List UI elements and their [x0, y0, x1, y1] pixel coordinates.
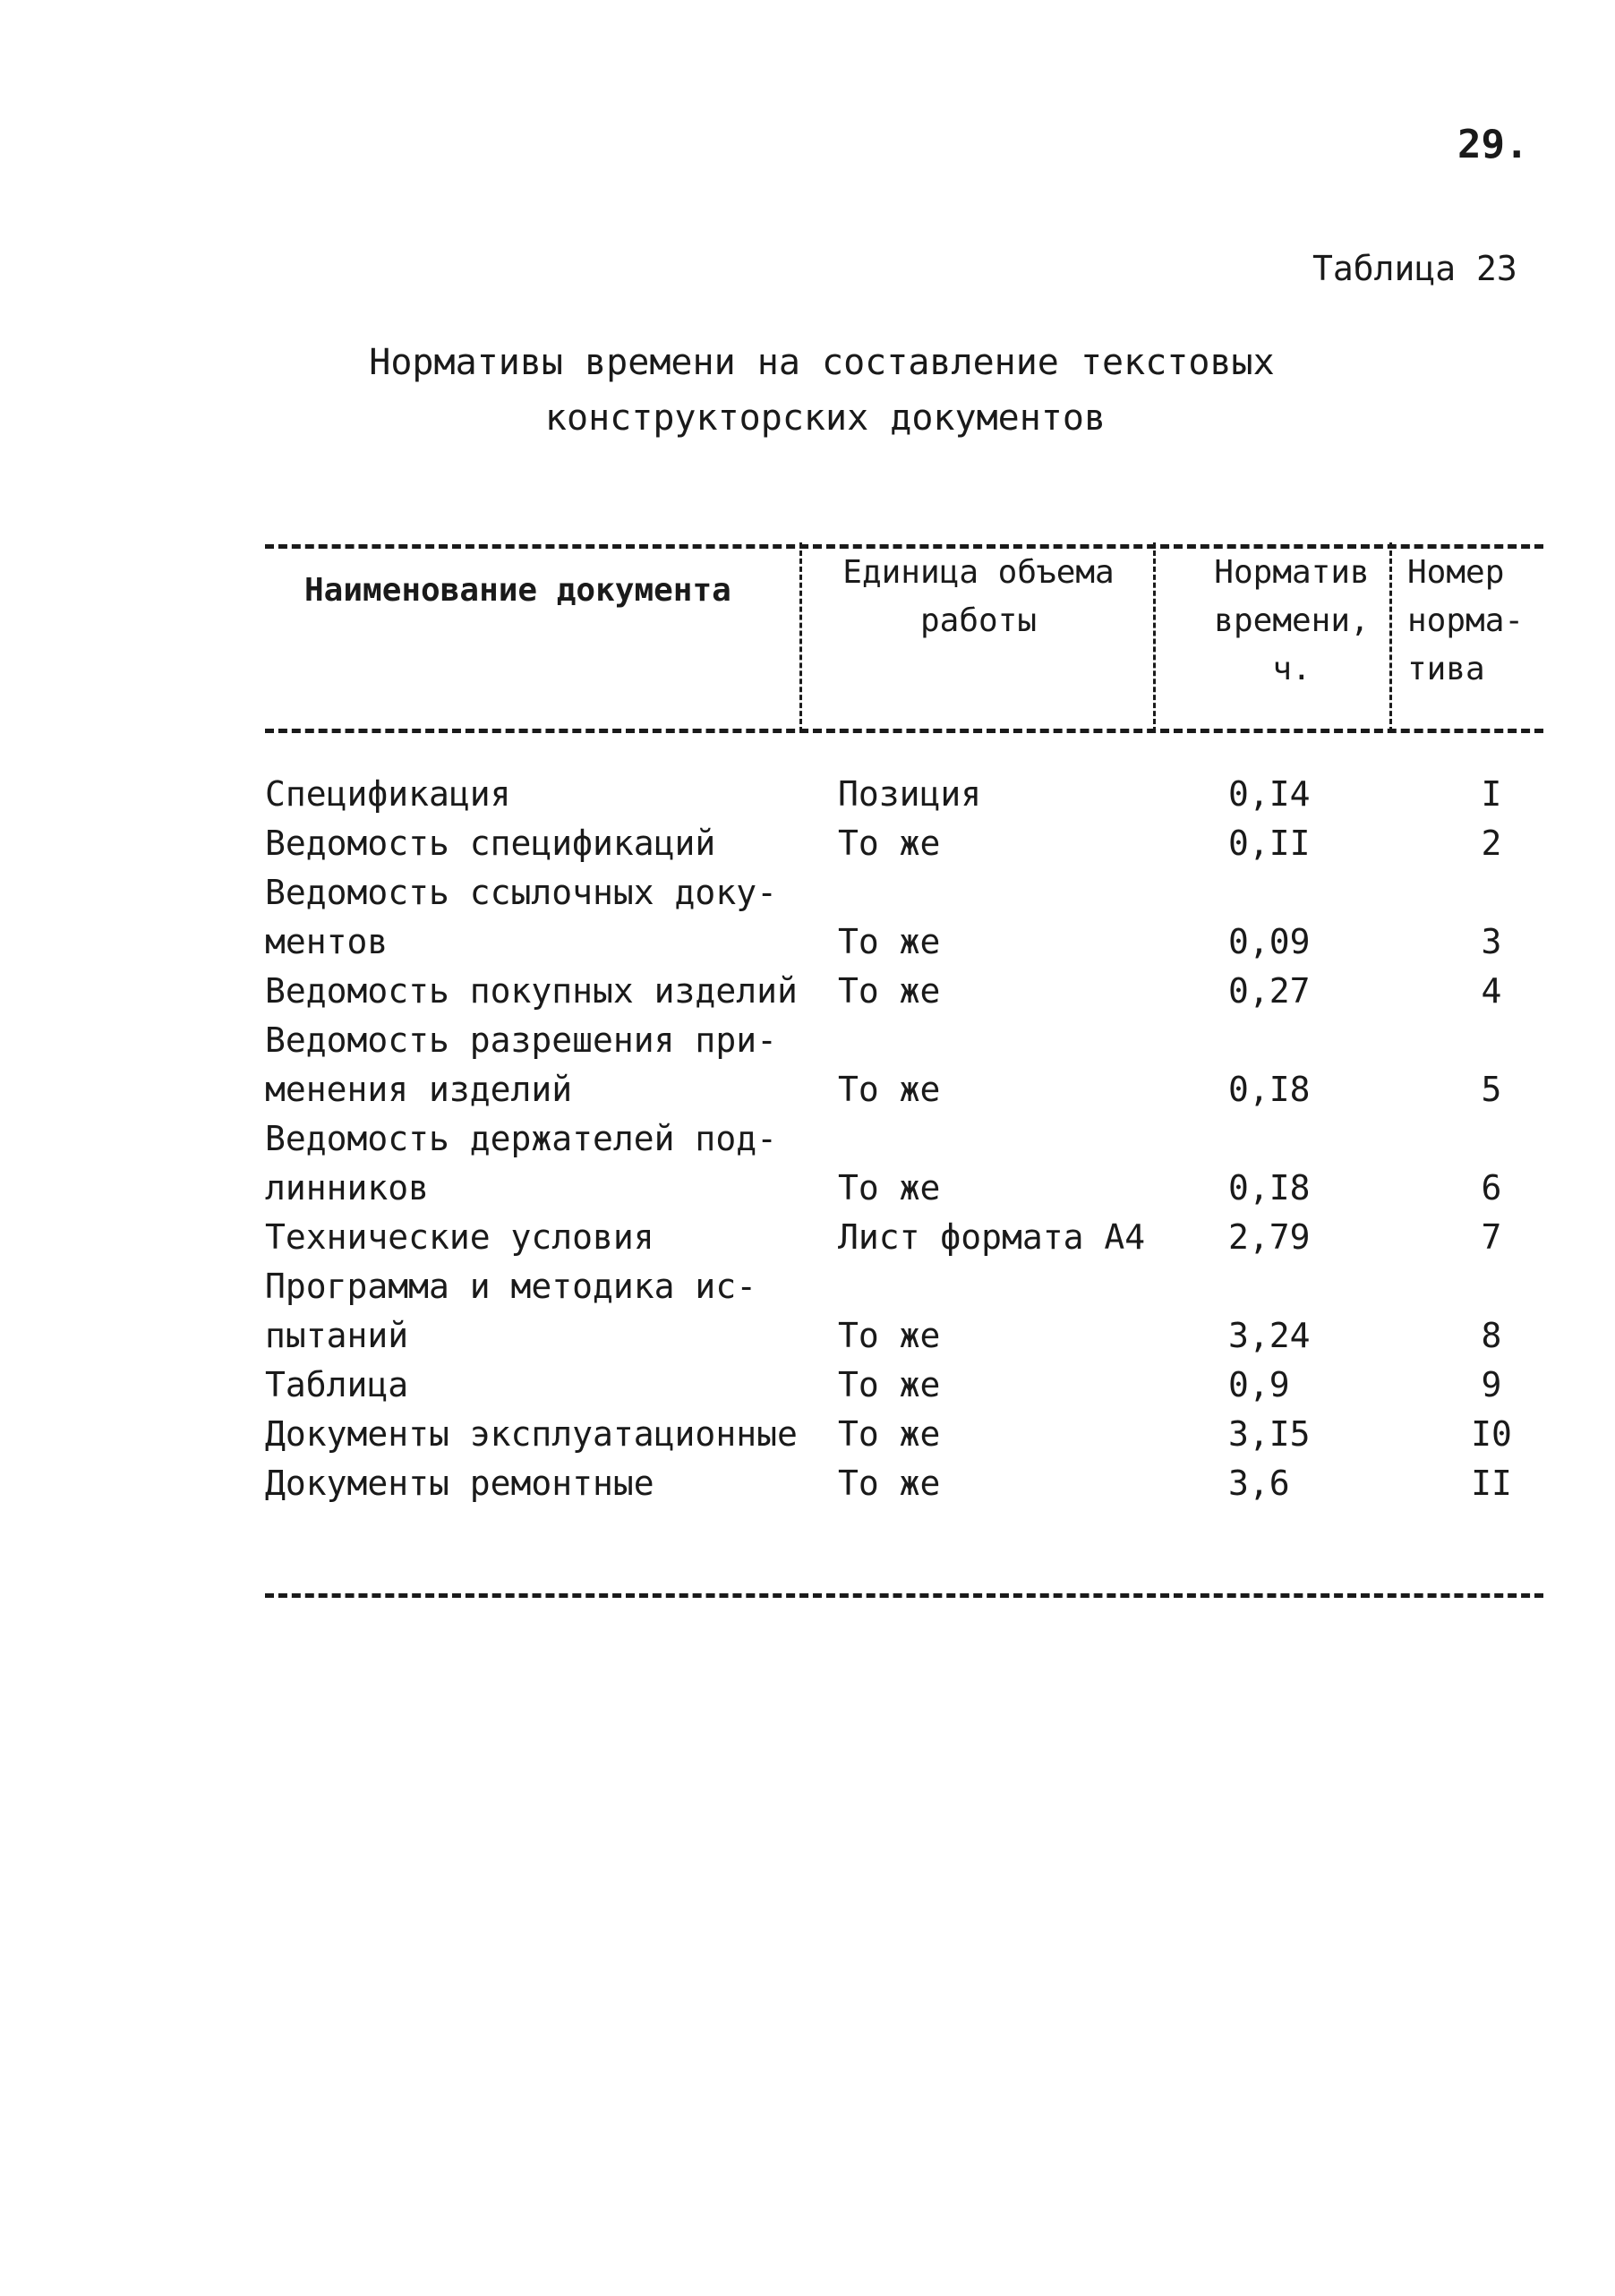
cell-document-name: Ведомость ссылочных доку-	[265, 873, 777, 912]
cell-document-name: Спецификация	[265, 774, 511, 814]
cell-document-name: Документы ремонтные	[265, 1464, 654, 1503]
table-row	[265, 770, 1545, 819]
table-title-line-1: Нормативы времени на составление текстовых	[369, 342, 1275, 383]
cell-time-norm: 2,79	[1228, 1217, 1311, 1257]
cell-unit: То же	[838, 824, 941, 863]
cell-norm-number: 3	[1481, 922, 1502, 961]
cell-document-name: Документы эксплуатационные	[265, 1414, 798, 1454]
table-row	[265, 1065, 1545, 1114]
cell-time-norm: 0,II	[1228, 824, 1311, 863]
cell-norm-number: 2	[1481, 824, 1502, 863]
cell-unit: То же	[838, 1365, 941, 1404]
cell-norm-number: 4	[1481, 971, 1502, 1011]
table-row	[265, 1114, 1545, 1164]
cell-norm-number: I	[1481, 774, 1502, 814]
cell-document-name: ментов	[265, 922, 389, 961]
cell-unit: То же	[838, 1464, 941, 1503]
cell-norm-number: 5	[1481, 1070, 1502, 1109]
cell-norm-number: II	[1471, 1464, 1512, 1503]
page-number: 29.	[1457, 122, 1529, 167]
table-header-rule	[265, 729, 1543, 733]
cell-document-name: Ведомость покупных изделий	[265, 971, 798, 1011]
cell-document-name: Таблица	[265, 1365, 409, 1404]
cell-norm-number: 9	[1481, 1365, 1502, 1404]
cell-time-norm: 3,24	[1228, 1316, 1311, 1355]
cell-document-name: Программа и методика ис-	[265, 1267, 757, 1306]
table-bottom-rule	[265, 1593, 1543, 1598]
table-title-line-2: конструкторских документов	[544, 397, 1107, 439]
cell-time-norm: 0,09	[1228, 922, 1311, 961]
table-row	[265, 1213, 1545, 1262]
cell-norm-number: I0	[1471, 1414, 1512, 1454]
column-separator	[799, 542, 802, 732]
cell-norm-number: 8	[1481, 1316, 1502, 1355]
table-row	[265, 1410, 1545, 1459]
cell-time-norm: 0,9	[1228, 1365, 1290, 1404]
cell-document-name: линников	[265, 1168, 430, 1208]
cell-unit: То же	[838, 1414, 941, 1454]
table-row	[265, 1311, 1545, 1361]
cell-document-name: Технические условия	[265, 1217, 654, 1257]
cell-unit: Позиция	[838, 774, 982, 814]
table-row	[265, 819, 1545, 868]
cell-document-name: Ведомость держателей под-	[265, 1119, 777, 1158]
cell-time-norm: 3,6	[1228, 1464, 1290, 1503]
table-row	[265, 967, 1545, 1016]
column-separator	[1153, 542, 1156, 732]
cell-unit: То же	[838, 1168, 941, 1208]
table-row	[265, 1016, 1545, 1065]
table-row	[265, 918, 1545, 967]
header-document-name: Наименование документа	[304, 572, 731, 609]
cell-time-norm: 0,I4	[1228, 774, 1311, 814]
cell-time-norm: 0,I8	[1228, 1168, 1311, 1208]
cell-document-name: менения изделий	[265, 1070, 573, 1109]
table-row	[265, 1164, 1545, 1213]
header-norm-number: Номер норма- тива	[1407, 554, 1525, 687]
cell-document-name: пытаний	[265, 1316, 409, 1355]
table-row	[265, 1459, 1545, 1508]
table-body	[265, 770, 1545, 1508]
cell-time-norm: 3,I5	[1228, 1414, 1311, 1454]
cell-unit: То же	[838, 1070, 941, 1109]
cell-norm-number: 7	[1481, 1217, 1502, 1257]
header-unit: Единица объема работы	[842, 554, 1115, 639]
cell-document-name: Ведомость спецификаций	[265, 824, 716, 863]
table-row	[265, 868, 1545, 918]
cell-time-norm: 0,I8	[1228, 1070, 1311, 1109]
table-label: Таблица 23	[1312, 249, 1517, 288]
cell-norm-number: 6	[1481, 1168, 1502, 1208]
header-time-norm: Норматив времени, ч.	[1214, 554, 1370, 687]
cell-unit: То же	[838, 1316, 941, 1355]
cell-document-name: Ведомость разрешения при-	[265, 1020, 777, 1060]
table-row	[265, 1361, 1545, 1410]
cell-unit: Лист формата А4	[838, 1217, 1146, 1257]
cell-unit: То же	[838, 971, 941, 1011]
cell-unit: То же	[838, 922, 941, 961]
table-row	[265, 1262, 1545, 1311]
cell-time-norm: 0,27	[1228, 971, 1311, 1011]
